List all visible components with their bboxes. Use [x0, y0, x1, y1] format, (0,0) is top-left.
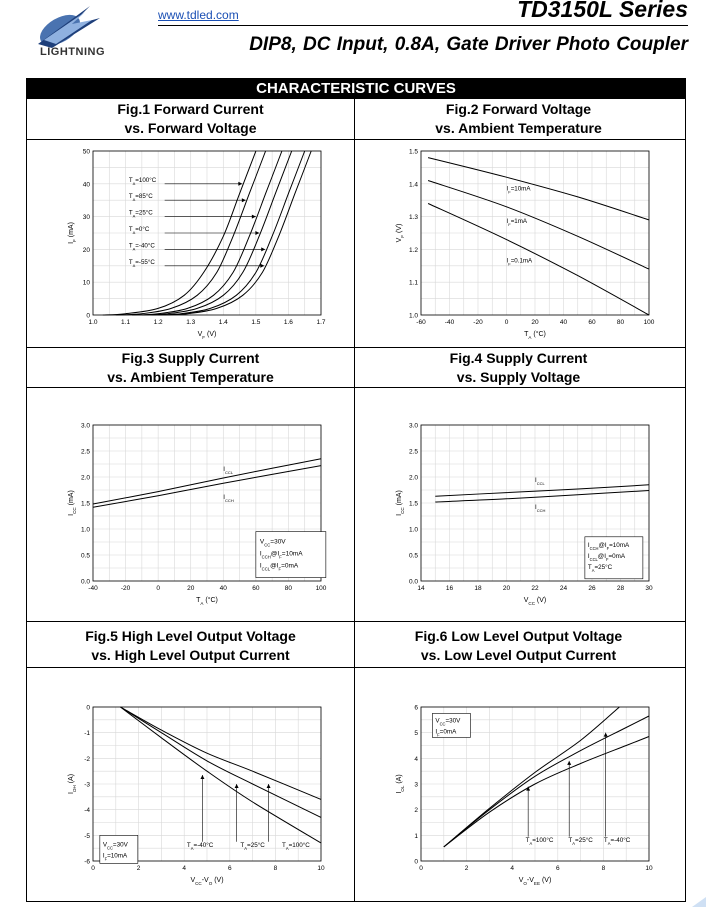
x-tick-label: 20 [187, 585, 195, 592]
characteristic-curves-table [26, 78, 686, 902]
arrow-head [252, 215, 256, 219]
x-tick-label: 0 [504, 319, 509, 326]
y-axis-label: $I_{OH}$ (A) [68, 773, 77, 795]
arrow-head [260, 264, 264, 268]
series-line-0 [120, 707, 321, 799]
arrow-head [242, 198, 246, 202]
x-tick-label: -40 [88, 585, 98, 592]
y-tick-label: 0.0 [80, 578, 90, 586]
y-tick-label: 0 [414, 858, 418, 866]
fig4-title [355, 349, 682, 387]
arrow-head [604, 733, 608, 737]
y-tick-label: 2.0 [408, 474, 418, 482]
x-tick-label: 1.1 [121, 319, 131, 326]
x-tick-label: 1.4 [218, 319, 228, 326]
column-divider [354, 99, 355, 901]
x-tick-label: 1.6 [283, 319, 293, 326]
y-tick-label: 1.2 [408, 246, 418, 254]
arrow-head [567, 761, 571, 765]
y-axis-label: $I_F$ (mA) [68, 222, 77, 244]
y-tick-label: 6 [414, 704, 418, 712]
y-tick-label: 1.0 [408, 526, 418, 534]
x-tick-label: 1.2 [153, 319, 163, 326]
page-corner-mark [692, 897, 706, 907]
x-axis-label: $T_A$ (°C) [524, 331, 546, 340]
series-label-0: $T_A=100^\circ C$ [128, 176, 157, 186]
series-title: TD3150L Series [517, 0, 688, 22]
fig2-title [355, 100, 682, 138]
series-line-2 [428, 204, 649, 316]
row-divider [27, 621, 685, 622]
row-divider [27, 667, 685, 668]
x-tick-label: 24 [559, 585, 568, 592]
y-tick-label: 0.5 [408, 552, 418, 560]
series-label-0: $I_F=10mA$ [506, 185, 531, 194]
y-tick-label: 10 [82, 279, 90, 287]
temp-label: $T_A=-40^\circ C$ [186, 841, 214, 851]
fig3-chart [57, 415, 332, 617]
y-tick-label: -1 [84, 730, 90, 738]
y-axis-label: $I_{CC}$ (mA) [396, 490, 405, 516]
x-tick-label: -20 [120, 585, 131, 592]
fig2-title-line2: vs. Ambient Temperature [435, 120, 602, 136]
x-axis-label: $V_{CC}-V_O$ (V) [190, 877, 224, 886]
y-tick-label: -5 [84, 832, 90, 840]
x-tick-label: 6 [555, 865, 560, 872]
x-tick-label: 26 [588, 585, 596, 592]
x-tick-label: 2 [464, 865, 469, 872]
x-tick-label: 18 [474, 585, 482, 592]
y-tick-label: 1.5 [408, 500, 418, 508]
x-tick-label: 6 [227, 865, 232, 872]
y-tick-label: 1.0 [80, 526, 90, 534]
x-tick-label: 100 [643, 319, 655, 326]
annotation-text: $I_{CCH}@I_F=10mA$ [259, 550, 303, 560]
x-tick-label: 1.3 [186, 319, 196, 326]
series-line-1 [435, 491, 649, 503]
x-tick-label: 0 [91, 865, 95, 872]
temp-label: $T_A=25^\circ C$ [240, 841, 265, 851]
x-axis-label: $V_F$ (V) [197, 331, 217, 340]
x-tick-label: 60 [588, 319, 596, 326]
x-tick-label: 0 [419, 865, 423, 872]
x-axis-label: $V_O-V_{EE}$ (V) [518, 877, 552, 886]
arrow-head [235, 784, 239, 788]
y-axis-label: $I_{CC}$ (mA) [68, 490, 77, 516]
y-tick-label: 4 [414, 755, 418, 763]
arrow-head [255, 231, 259, 235]
fig1-title [27, 100, 354, 138]
y-tick-label: 20 [82, 246, 90, 254]
arrow-head [267, 784, 271, 788]
y-tick-label: 3 [414, 781, 418, 789]
series-line-0 [428, 158, 649, 220]
fig2-chart [385, 145, 660, 343]
x-tick-label: 10 [645, 865, 653, 872]
x-tick-label: 16 [445, 585, 454, 592]
section-banner: CHARACTERISTIC CURVES [27, 79, 685, 99]
x-tick-label: 20 [502, 585, 511, 592]
arrow-head [200, 775, 204, 779]
y-tick-label: 2.0 [80, 474, 90, 482]
fig5-title-line2: vs. High Level Output Current [91, 647, 290, 663]
y-tick-label: 2.5 [408, 448, 418, 456]
y-tick-label: 0 [86, 312, 90, 320]
series-label-2: $I_F=0.1mA$ [506, 257, 533, 267]
y-tick-label: 0.0 [408, 578, 418, 586]
fig6-title-line2: vs. Low Level Output Current [420, 647, 617, 663]
x-tick-label: -40 [444, 319, 455, 326]
fig6-chart [385, 697, 660, 897]
temp-label: $T_A=100^\circ C$ [525, 836, 554, 846]
y-tick-label: 5 [414, 730, 418, 738]
y-tick-label: 3.0 [408, 422, 418, 430]
series-label-4: $T_A=-40^\circ C$ [128, 242, 155, 251]
x-tick-label: 8 [601, 865, 606, 872]
fig3-title-line2: vs. Ambient Temperature [107, 369, 274, 385]
annotation-text: $I_F=0mA$ [435, 728, 457, 737]
fig4-title-line1: Fig.4 Supply Current [449, 350, 588, 366]
x-tick-label: 80 [616, 319, 625, 326]
y-tick-label: 3.0 [80, 422, 90, 430]
y-tick-label: 1 [414, 832, 418, 840]
x-tick-label: 100 [315, 585, 327, 592]
fig6-title-line1: Fig.6 Low Level Output Voltage [414, 628, 623, 644]
y-tick-label: -2 [84, 755, 90, 763]
annotation-text: $I_{CCL}@I_F=0mA$ [259, 562, 299, 572]
x-tick-label: 4 [182, 865, 187, 872]
fig6-title [355, 627, 682, 665]
y-tick-label: -4 [84, 807, 90, 815]
y-tick-label: -3 [84, 781, 90, 789]
product-subtitle: DIP8, DC Input, 0.8A, Gate Driver Photo Coupler [249, 34, 688, 55]
y-tick-label: 1.1 [408, 279, 418, 287]
arrow-head [238, 182, 242, 186]
y-tick-label: 1.3 [408, 214, 418, 222]
y-tick-label: 1.0 [408, 312, 418, 320]
y-tick-label: 1.5 [80, 500, 90, 508]
x-tick-label: 40 [219, 585, 227, 592]
series-label-3: $T_A=0^\circ C$ [128, 226, 150, 235]
series-label-1: $I_{CCH}$ [535, 504, 546, 513]
x-tick-label: -60 [416, 319, 426, 326]
x-tick-label: -20 [473, 319, 483, 326]
x-tick-label: 1.5 [251, 319, 261, 326]
x-tick-label: 10 [317, 865, 325, 872]
series-line-0 [444, 737, 649, 847]
y-axis-label: $V_F$ (V) [396, 223, 405, 243]
x-tick-label: 14 [417, 585, 425, 592]
y-tick-label: 0.5 [80, 552, 90, 560]
y-tick-label: 1.4 [408, 181, 418, 189]
series-label-2: $T_A=25^\circ C$ [128, 209, 153, 219]
y-tick-label: 2 [414, 807, 418, 815]
y-tick-label: 1.5 [408, 148, 418, 156]
temp-label: $T_A=25^\circ C$ [568, 836, 593, 846]
x-tick-label: 60 [252, 585, 260, 592]
series-label-5: $T_A=-55^\circ C$ [128, 258, 155, 268]
fig5-title-line1: Fig.5 High Level Output Voltage [85, 628, 296, 644]
x-tick-label: 80 [284, 585, 293, 592]
fig3-title-line1: Fig.3 Supply Current [121, 350, 260, 366]
y-axis-label: $I_{OL}$ (A) [396, 774, 405, 794]
x-tick-label: 30 [645, 585, 653, 592]
x-tick-label: 0 [156, 585, 160, 592]
annotation-text: $I_{CCH}@I_F=10mA$ [587, 541, 630, 551]
temp-label: $T_A=-40^\circ C$ [603, 836, 631, 846]
annotation-text: $I_F=10mA$ [102, 852, 128, 861]
series-label-0: $I_{CCL}$ [223, 465, 234, 475]
arrow-head [261, 247, 265, 251]
x-tick-label: 8 [273, 865, 278, 872]
x-tick-label: 1.0 [88, 319, 98, 326]
series-label-1: $T_A=85^\circ C$ [128, 193, 153, 202]
y-tick-label: 0 [86, 704, 90, 712]
annotation-text: $T_A=25^\circ C$ [587, 563, 613, 573]
fig1-title-line2: vs. Forward Voltage [124, 120, 257, 136]
series-label-1: $I_{CCH}$ [223, 493, 234, 503]
series-label-0: $I_{CCL}$ [535, 477, 545, 486]
x-tick-label: 4 [510, 865, 515, 872]
page-header [0, 0, 708, 66]
fig5-chart [57, 697, 332, 897]
row-divider [27, 139, 685, 140]
website-link[interactable]: www.tdled.com [158, 8, 239, 22]
fig2-title-line1: Fig.2 Forward Voltage [445, 101, 592, 117]
logo-text: LIGHTNING [40, 46, 105, 58]
fig5-title [27, 627, 354, 665]
x-axis-label: $T_A$ (°C) [196, 597, 218, 606]
annotation-text: $V_{CC}=30V$ [435, 717, 461, 726]
y-tick-label: 40 [82, 181, 90, 189]
series-label-1: $I_F=1mA$ [506, 218, 528, 227]
series-line-1 [444, 716, 649, 847]
row-divider [27, 387, 685, 388]
y-tick-label: 2.5 [80, 448, 90, 456]
y-tick-label: 50 [82, 148, 90, 156]
y-tick-label: -6 [84, 858, 90, 866]
row-divider [27, 347, 685, 348]
annotation-text: $V_{CC}=30V$ [102, 841, 128, 850]
x-tick-label: 1.7 [316, 319, 326, 326]
x-tick-label: 40 [559, 319, 568, 326]
fig3-title [27, 349, 354, 387]
x-tick-label: 20 [531, 319, 539, 326]
x-tick-label: 2 [136, 865, 141, 872]
fig4-title-line2: vs. Supply Voltage [456, 369, 581, 385]
fig1-chart [57, 145, 332, 343]
annotation-text: $I_{CCL}@I_F=0mA$ [587, 552, 626, 562]
fig4-chart [385, 415, 660, 617]
fig1-title-line1: Fig.1 Forward Current [117, 101, 264, 117]
x-tick-label: 22 [531, 585, 539, 592]
x-axis-label: $V_{CC}$ (V) [523, 597, 547, 606]
series-line-0 [435, 485, 649, 496]
y-tick-label: 30 [82, 214, 90, 222]
x-tick-label: 28 [616, 585, 625, 592]
annotation-text: $V_{CC}=30V$ [259, 538, 286, 548]
header-rule [158, 25, 688, 26]
temp-label: $T_A=100^\circ C$ [281, 841, 310, 851]
